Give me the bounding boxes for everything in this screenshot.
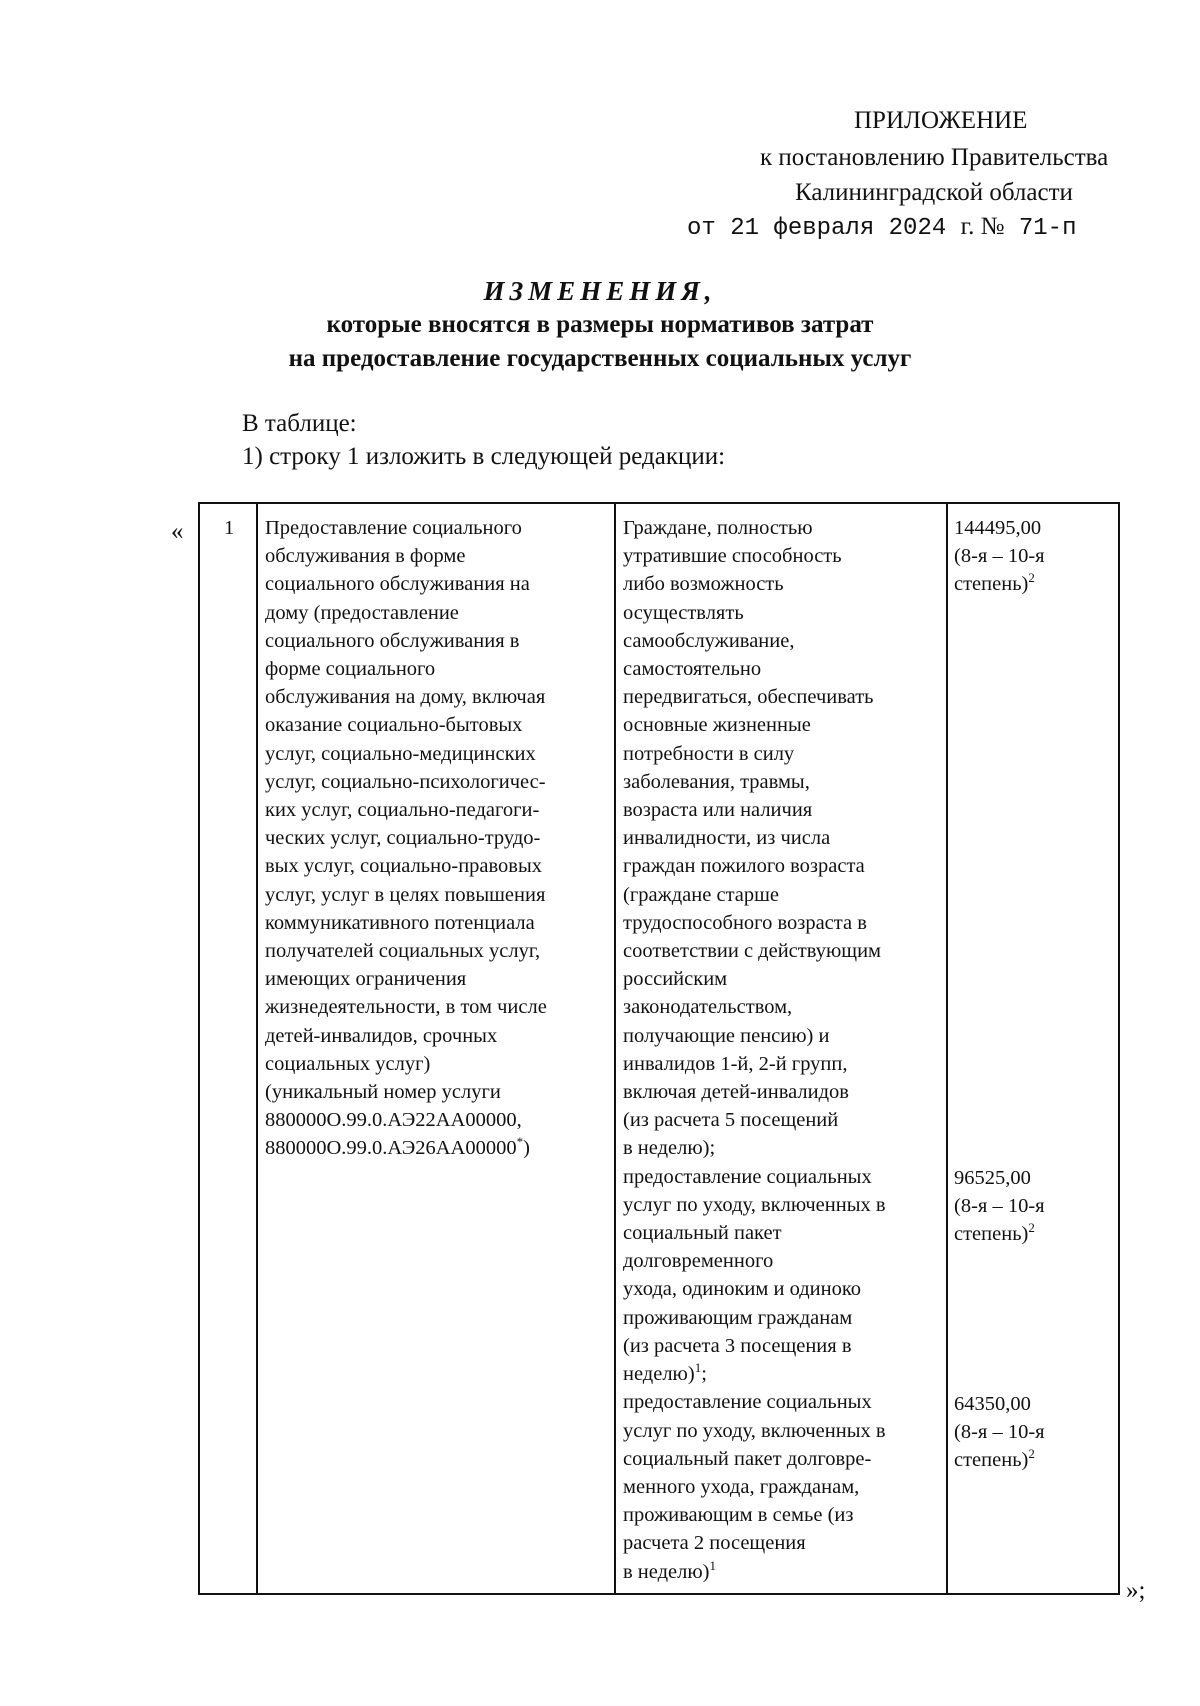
header-date: от 21 февраля 2024 (687, 215, 947, 242)
document-subtitle-1: которые вносятся в размеры нормативов затрат (326, 311, 874, 338)
cost-degree: (8-я – 10-я (954, 545, 1045, 568)
recipient-line: (из расчета 3 посещения в (623, 1334, 852, 1357)
recipient-line: ухода, одиноким и одиноко (623, 1278, 862, 1301)
cost-value-3 (954, 1390, 1114, 1475)
service-name-line: обслуживания на дому, включая (265, 686, 546, 709)
header-line-region: Калининградской области (795, 179, 1073, 206)
recipient-line: менного ухода, гражданам, (623, 1475, 860, 1498)
table-divider (614, 504, 616, 1593)
header-line-resolution: к постановлению Правительства (760, 144, 1109, 171)
opening-quote: « (171, 518, 184, 545)
service-name-line: услуг, услуг в целях повышения (265, 883, 546, 906)
recipient-line: услуг по уходу, включенных в (623, 1419, 886, 1442)
recipient-tail: ; (701, 1363, 707, 1386)
recipient-line: возраста или наличия (623, 799, 813, 822)
cost-value-1 (954, 514, 1114, 599)
cost-degree-end: степень)$^2$ (954, 570, 1035, 596)
recipient-text: в неделю) (623, 1560, 710, 1583)
recipient-line: утратившие способность (623, 545, 842, 568)
service-name-line: социальных услуг) (265, 1052, 431, 1075)
service-name-line: 880000О.99.0.АЭ22АА00000, (265, 1109, 522, 1132)
document-subtitle-2: на предоставление государственных социальных услуг (288, 345, 912, 372)
service-name-line: имеющих ограничения (265, 968, 467, 991)
service-name-line: Предоставление социального (265, 517, 522, 539)
intro-line-2: 1) строку 1 изложить в следующей редакции: (242, 443, 726, 470)
recipient-line (623, 1558, 943, 1586)
footnote-marker: * (516, 1134, 524, 1150)
service-name-line: форме социального (265, 658, 436, 681)
service-name-line: услуг, социально-психологичес- (265, 770, 546, 793)
cost-standards-table (198, 502, 1120, 1595)
row-number: 1 (224, 517, 235, 539)
recipient-line: передвигаться, обеспечивать (623, 686, 874, 709)
recipient-line: либо возможность (623, 573, 784, 596)
service-name-line: услуг, социально-медицинских (265, 742, 536, 765)
cost-value-2 (954, 1164, 1114, 1249)
recipient-line: социальный пакет (623, 1222, 782, 1245)
cost-degree-end: степень)$^2$ (954, 1220, 1035, 1246)
recipient-line: самостоятельно (623, 658, 762, 681)
header-date-line (687, 214, 1076, 241)
recipient-line: в неделю); (623, 1137, 716, 1160)
recipient-line: инвалидности, из числа (623, 827, 831, 850)
recipient-line: российским (623, 968, 728, 991)
recipient-line: получающие пенсию) и (623, 1024, 830, 1047)
recipient-line: долговременного (623, 1250, 774, 1273)
closing-paren: ) (523, 1137, 530, 1160)
cost-amount: 144495,00 (954, 517, 1042, 539)
service-name-line: коммуникативного потенциала (265, 911, 535, 934)
header-number: 71-п (1018, 215, 1077, 242)
recipient-line: трудоспособного возраста в (623, 911, 867, 934)
recipient-line: соответствии с действующим (623, 940, 882, 963)
service-name-line: детей-инвалидов, срочных (265, 1024, 498, 1047)
recipient-line: социальный пакет долговре- (623, 1447, 872, 1470)
recipient-line: законодательством, (623, 996, 793, 1019)
service-name-line: социального обслуживания в (265, 629, 520, 652)
recipient-line: проживающим гражданам (623, 1306, 853, 1329)
service-name-line: вых услуг, социально-правовых (265, 855, 543, 878)
table-divider (256, 504, 258, 1593)
recipient-line: инвалидов 1-й, 2-й групп, (623, 1052, 848, 1075)
service-code: 880000О.99.0.АЭ26АА00000 (265, 1137, 517, 1160)
recipient-line: основные жизненные (623, 714, 811, 737)
service-name-line: ческих услуг, социально-трудо- (265, 827, 541, 850)
recipient-line: включая детей-инвалидов (623, 1081, 849, 1104)
cost-degree: (8-я – 10-я (954, 1421, 1045, 1444)
table-divider (946, 504, 948, 1593)
cost-degree: (8-я – 10-я (954, 1195, 1045, 1218)
recipients-cell (623, 514, 943, 1586)
recipient-line: самообслуживание, (623, 629, 795, 652)
service-name-line: дому (предоставление (265, 601, 459, 624)
service-name-line (265, 1134, 610, 1162)
recipient-line: (из расчета 5 посещений (623, 1109, 839, 1132)
recipient-line: Граждане, полностью (623, 517, 813, 539)
recipient-line: (граждане старше (623, 883, 780, 906)
closing-quote: »; (1126, 1577, 1146, 1604)
recipient-line (623, 1360, 943, 1388)
service-name-line: (уникальный номер услуги (265, 1081, 501, 1104)
appendix-title: ПРИЛОЖЕНИЕ (854, 107, 1028, 134)
service-name-cell (265, 514, 610, 1163)
document-title: ИЗМЕНЕНИЯ, (483, 276, 717, 306)
recipient-text: неделю) (623, 1363, 695, 1386)
recipient-line: расчета 2 посещения (623, 1532, 806, 1555)
cost-degree-end: степень)$^2$ (954, 1446, 1035, 1472)
service-name-line: жизнедеятельности, в том числе (265, 996, 547, 1019)
intro-line-1: В таблице: (242, 410, 357, 437)
recipient-line: граждан пожилого возраста (623, 855, 865, 878)
recipient-line: осуществлять (623, 601, 744, 624)
service-name-line: социального обслуживания на (265, 573, 530, 596)
footnote-marker: 1 (709, 1557, 717, 1573)
recipient-line: предоставление социальных (623, 1391, 872, 1414)
cost-amount: 96525,00 (954, 1167, 1031, 1189)
service-name-line: ких услуг, социально-педагоги- (265, 799, 540, 822)
footnote-marker: 1 (694, 1360, 702, 1376)
cost-amount: 64350,00 (954, 1393, 1031, 1415)
recipient-line: потребности в силу (623, 742, 795, 765)
service-name-line: обслуживания в форме (265, 545, 466, 568)
recipient-line: проживающим в семье (из (623, 1504, 854, 1527)
service-name-line: получателей социальных услуг, (265, 940, 541, 963)
recipient-line: услуг по уходу, включенных в (623, 1193, 886, 1216)
recipient-line: заболевания, травмы, (623, 770, 810, 793)
service-name-line: оказание социально-бытовых (265, 714, 523, 737)
header-number-label: г. № (960, 213, 1005, 240)
recipient-line: предоставление социальных (623, 1165, 872, 1188)
